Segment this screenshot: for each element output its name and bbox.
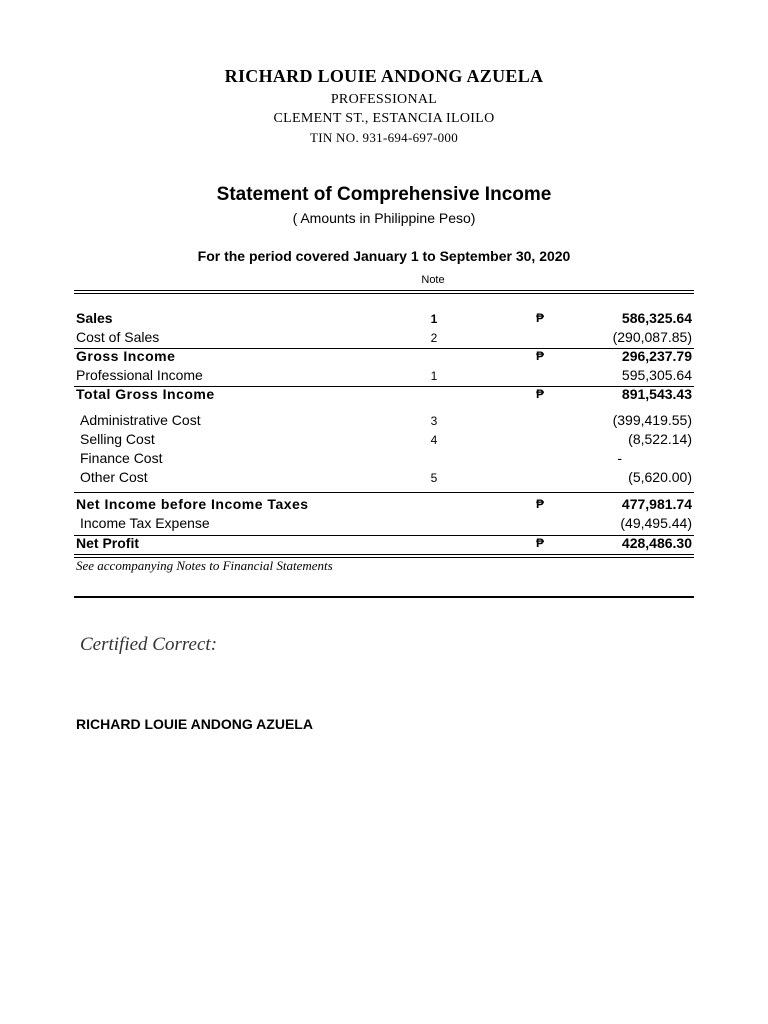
row-amount: (399,419.55) (612, 412, 692, 428)
note-column-header: Note (421, 274, 445, 286)
table-row (74, 450, 694, 469)
row-note: 1 (430, 312, 438, 326)
row-label: Income Tax Expense (80, 515, 210, 531)
row-amount: 586,325.64 (621, 310, 692, 326)
footnote: See accompanying Notes to Financial Statements (76, 558, 333, 573)
row-amount: (49,495.44) (620, 515, 692, 531)
row-amount: 891,543.43 (621, 386, 692, 402)
row-label: Gross Income (76, 348, 176, 364)
row-note: 4 (430, 433, 438, 447)
peso-sign: ₱ (536, 349, 545, 363)
address: CLEMENT ST., ESTANCIA ILOILO (273, 111, 495, 126)
peso-sign: ₱ (536, 311, 545, 325)
row-amount: 296,237.79 (621, 348, 692, 364)
owner-name: RICHARD LOUIE ANDONG AZUELA (224, 66, 544, 86)
table-row (74, 412, 694, 431)
row-amount: 477,981.74 (621, 496, 692, 512)
row-amount: - (617, 450, 622, 466)
amounts-note: ( Amounts in Philippine Peso) (292, 210, 476, 226)
row-note: 5 (430, 471, 438, 485)
row-label: Finance Cost (80, 450, 163, 466)
row-amount: 595,305.64 (621, 367, 692, 383)
table-row (74, 348, 694, 367)
row-note: 1 (430, 369, 438, 383)
row-note: 3 (430, 414, 438, 428)
period-label: For the period covered January 1 to September 30, 2020 (197, 248, 571, 264)
table-row (74, 367, 694, 386)
row-amount: (290,087.85) (612, 329, 692, 345)
row-note: 2 (430, 331, 438, 345)
row-label: Other Cost (80, 469, 148, 485)
table-row (74, 515, 694, 534)
row-label: Total Gross Income (76, 386, 215, 402)
row-amount: (8,522.14) (628, 431, 692, 447)
subtotal-rule (74, 492, 694, 493)
row-label: Sales (76, 310, 113, 326)
row-label: Professional Income (76, 367, 203, 383)
peso-sign: ₱ (536, 536, 545, 550)
statement-title: Statement of Comprehensive Income (216, 184, 552, 205)
row-label: Cost of Sales (76, 329, 160, 345)
table-row (74, 431, 694, 450)
table-row (74, 329, 694, 348)
peso-sign: ₱ (536, 497, 545, 511)
signer-name: RICHARD LOUIE ANDONG AZUELA (76, 716, 313, 732)
tin-number: TIN NO. 931-694-697-000 (309, 130, 459, 145)
profession: PROFESSIONAL (330, 92, 438, 107)
total-rule (74, 554, 694, 555)
row-label: Administrative Cost (80, 412, 201, 428)
table-row (74, 535, 694, 554)
table-row (74, 496, 694, 515)
table-top-rule (74, 290, 694, 291)
row-label: Net Income before Income Taxes (76, 496, 309, 512)
table-row (74, 386, 694, 405)
row-amount: (5,620.00) (628, 469, 692, 485)
row-label: Selling Cost (80, 431, 155, 447)
peso-sign: ₱ (536, 387, 545, 401)
table-row (74, 310, 694, 329)
certified-correct-label: Certified Correct: (80, 634, 218, 655)
table-row (74, 469, 694, 488)
table-top-rule-double (74, 293, 694, 294)
row-amount: 428,486.30 (621, 535, 692, 551)
section-divider (74, 596, 694, 598)
row-label: Net Profit (76, 535, 139, 551)
